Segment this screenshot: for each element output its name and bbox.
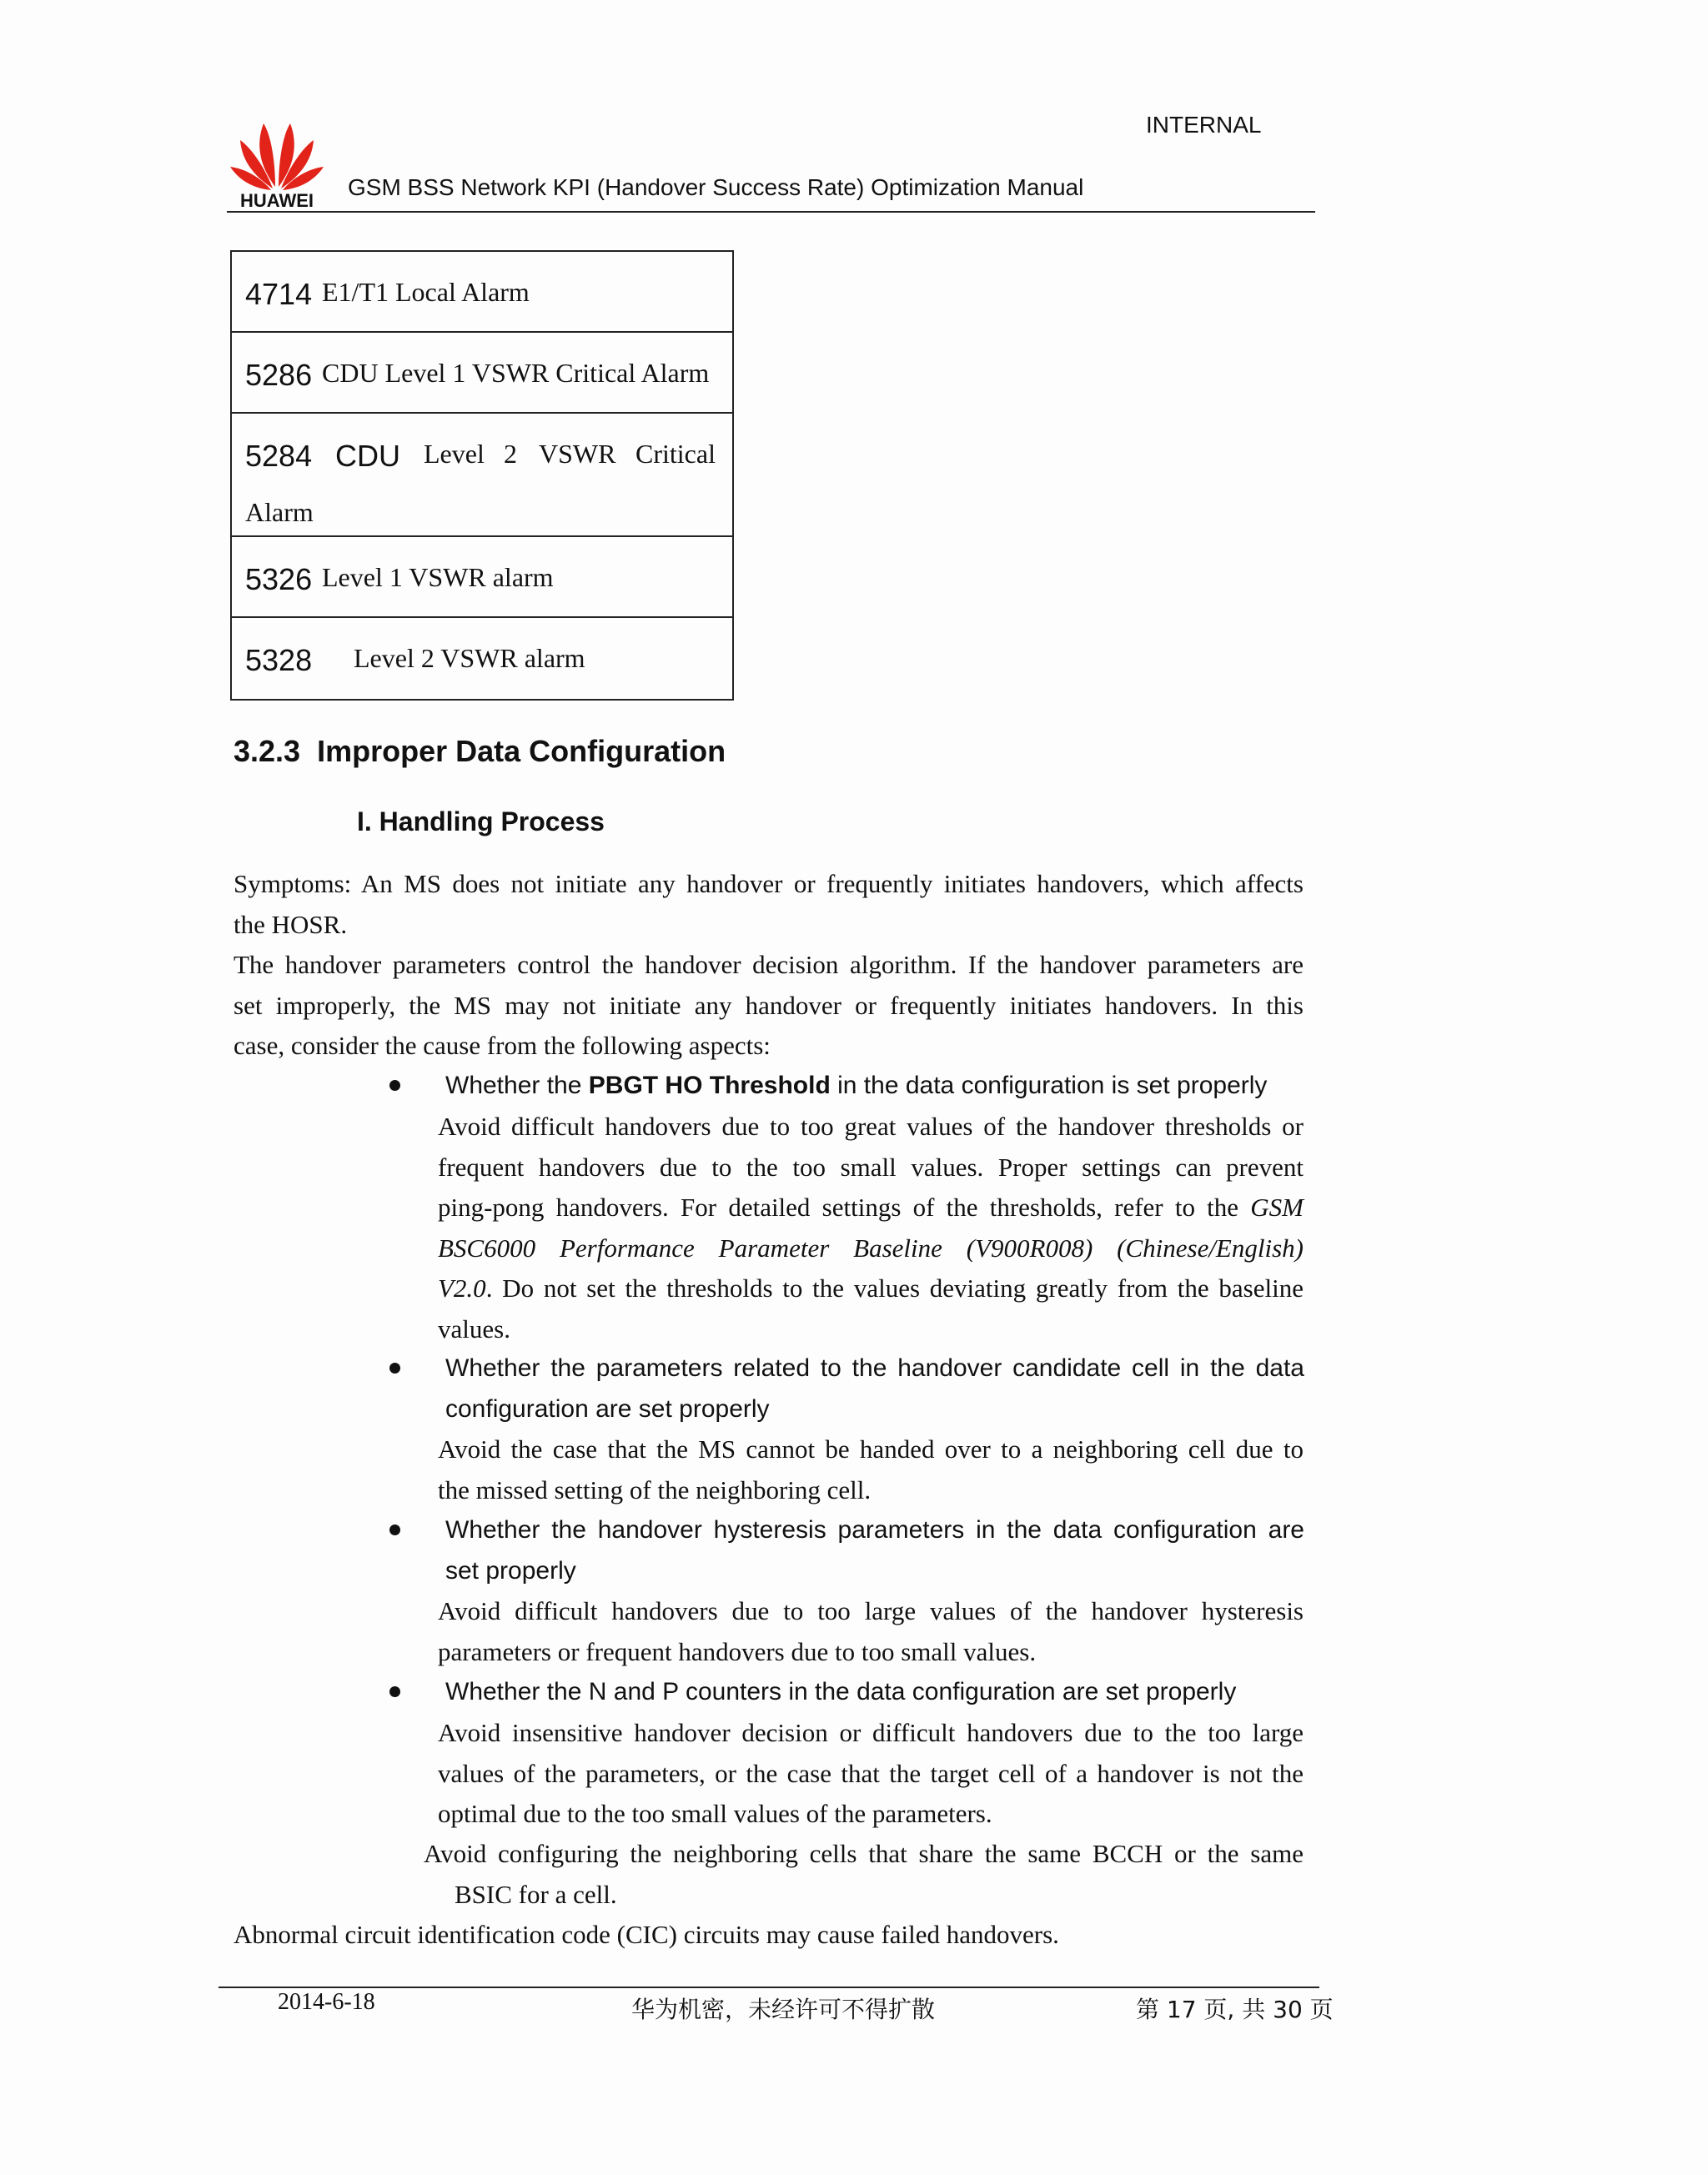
alarm-table [230,250,734,701]
text-line: The handover parameters control the handover decision algorithm. If the handover parameters are [234,950,1304,979]
symptoms-paragraph [234,864,1304,945]
text-line: Whether the parameters related to the handover candidate cell in the data [445,1354,1304,1382]
footer-date: 2014-6-18 [278,1989,375,2015]
text-line: parameters or frequent handovers due to too small values. [438,1636,1037,1666]
doc-reference: GSM [1250,1193,1304,1222]
alarm-name-part: 2 [504,439,517,469]
alarm-row [232,414,732,537]
footer-divider [219,1987,1319,1988]
doc-reference: V2.0 [438,1273,486,1303]
text-line: Avoid difficult handovers due to too great values of the handover thresholds or [438,1112,1304,1141]
text-line: set improperly, the MS may not initiate any handover or frequently initiates handovers. In this [234,990,1304,1020]
text-line: frequent handovers due to the too small values. Proper settings can prevent [438,1152,1304,1182]
cic-note [234,1915,1304,1956]
text-line: Avoid insensitive handover decision or difficult handovers due to the too large [438,1718,1304,1747]
alarm-name: CDU Level 1 VSWR Critical Alarm [322,358,710,388]
document-title: GSM BSS Network KPI (Handover Success Rate) Optimization Manual [348,174,1084,200]
text-line: Whether the handover hysteresis parameters in the data configuration are [445,1516,1304,1544]
subsection-heading: I. Handling Process [357,806,605,836]
parameter-name: PBGT HO Threshold [588,1072,831,1099]
alarm-name-part: VSWR [539,439,616,469]
text-line: the HOSR. [234,909,348,939]
text-line: Whether the N and P counters in the data configuration are set properly [445,1678,1237,1705]
classification-label: INTERNAL [1146,112,1262,138]
bullet-body [438,1107,1304,1349]
alarm-name-line2: Alarm [245,497,314,527]
alarm-code: 5284 [245,439,313,473]
svg-text:HUAWEI: HUAWEI [240,190,314,210]
text-line: configuration are set properly [445,1394,770,1423]
bullet-heading [445,1510,1304,1591]
bullet-dot-icon [389,1080,400,1091]
alarm-code: 5328 [245,643,313,677]
footer-confidentiality: 华为机密，未经许可不得扩散 [631,1996,936,2023]
bullet-dot-icon [389,1363,400,1374]
bullet-heading [445,1349,1304,1429]
bullet-body [438,1591,1304,1672]
footer-page-number: 第 17 页, 共 30 页 [1136,1996,1334,2023]
text-fragment: . Do not set the thresholds to the values deviating greatly from the baseline [485,1273,1304,1303]
text-line [438,1228,1304,1269]
text-line: Avoid difficult handovers due to too large values of the handover hysteresis [438,1596,1304,1625]
text-line: BSIC for a cell. [455,1879,617,1909]
doc-reference: BSC6000 Performance Parameter Baseline (V900R008) (Chinese/English) [438,1233,1304,1263]
text-line: Avoid configuring the neighboring cells that share the same BCCH or the same [424,1839,1304,1868]
text-fragment: in the data configuration is set properly [830,1072,1268,1099]
text-line: the missed setting of the neighboring cell. [438,1474,872,1504]
text-line [438,1268,1304,1309]
text-line: Symptoms: An MS does not initiate any handover or frequently initiates handovers, which affects [234,869,1304,898]
alarm-name: Level 2 VSWR alarm [354,643,585,673]
header-divider [227,211,1315,213]
text-fragment: Whether the [445,1072,589,1099]
text-line: optimal due to the too small values of the parameters. [438,1799,992,1828]
alarm-name-part: Level [424,439,485,469]
bullet-dot-icon [389,1525,400,1535]
alarm-row [232,333,732,414]
alarm-name-part: Critical [635,439,716,469]
huawei-petals-icon [227,117,327,210]
alarm-code: 5326 [245,562,313,596]
bcch-note [424,1834,1304,1915]
text-line: Avoid the case that the MS cannot be handed over to a neighboring cell due to [438,1434,1304,1464]
alarm-code: 4714 [245,277,313,311]
alarm-row [232,537,732,618]
alarm-code: 5286 [245,358,313,392]
bullet-body [438,1713,1304,1835]
alarm-row [232,618,732,699]
text-line: set properly [445,1556,576,1585]
text-line: Abnormal circuit identification code (CIC) circuits may cause failed handovers. [234,1920,1059,1949]
huawei-logo [227,117,327,210]
alarm-name-part: CDU [335,439,400,473]
bullet-heading [445,1672,1304,1713]
bullet-dot-icon [389,1686,400,1697]
text-line: case, consider the cause from the following aspects: [234,1031,771,1060]
alarm-row [232,252,732,333]
bullet-heading [445,1066,1304,1107]
text-line [438,1188,1304,1228]
alarm-name: E1/T1 Local Alarm [322,277,530,307]
alarm-name: Level 1 VSWR alarm [322,562,554,592]
text-line: values of the parameters, or the case that the target cell of a handover is not the [438,1758,1304,1788]
intro-paragraph [234,945,1304,1067]
bullet-body [438,1429,1304,1510]
section-heading: 3.2.3 Improper Data Configuration [234,734,726,768]
text-fragment: ping-pong handovers. For detailed settings of the thresholds, refer to the [438,1193,1251,1222]
text-line: values. [438,1314,510,1344]
